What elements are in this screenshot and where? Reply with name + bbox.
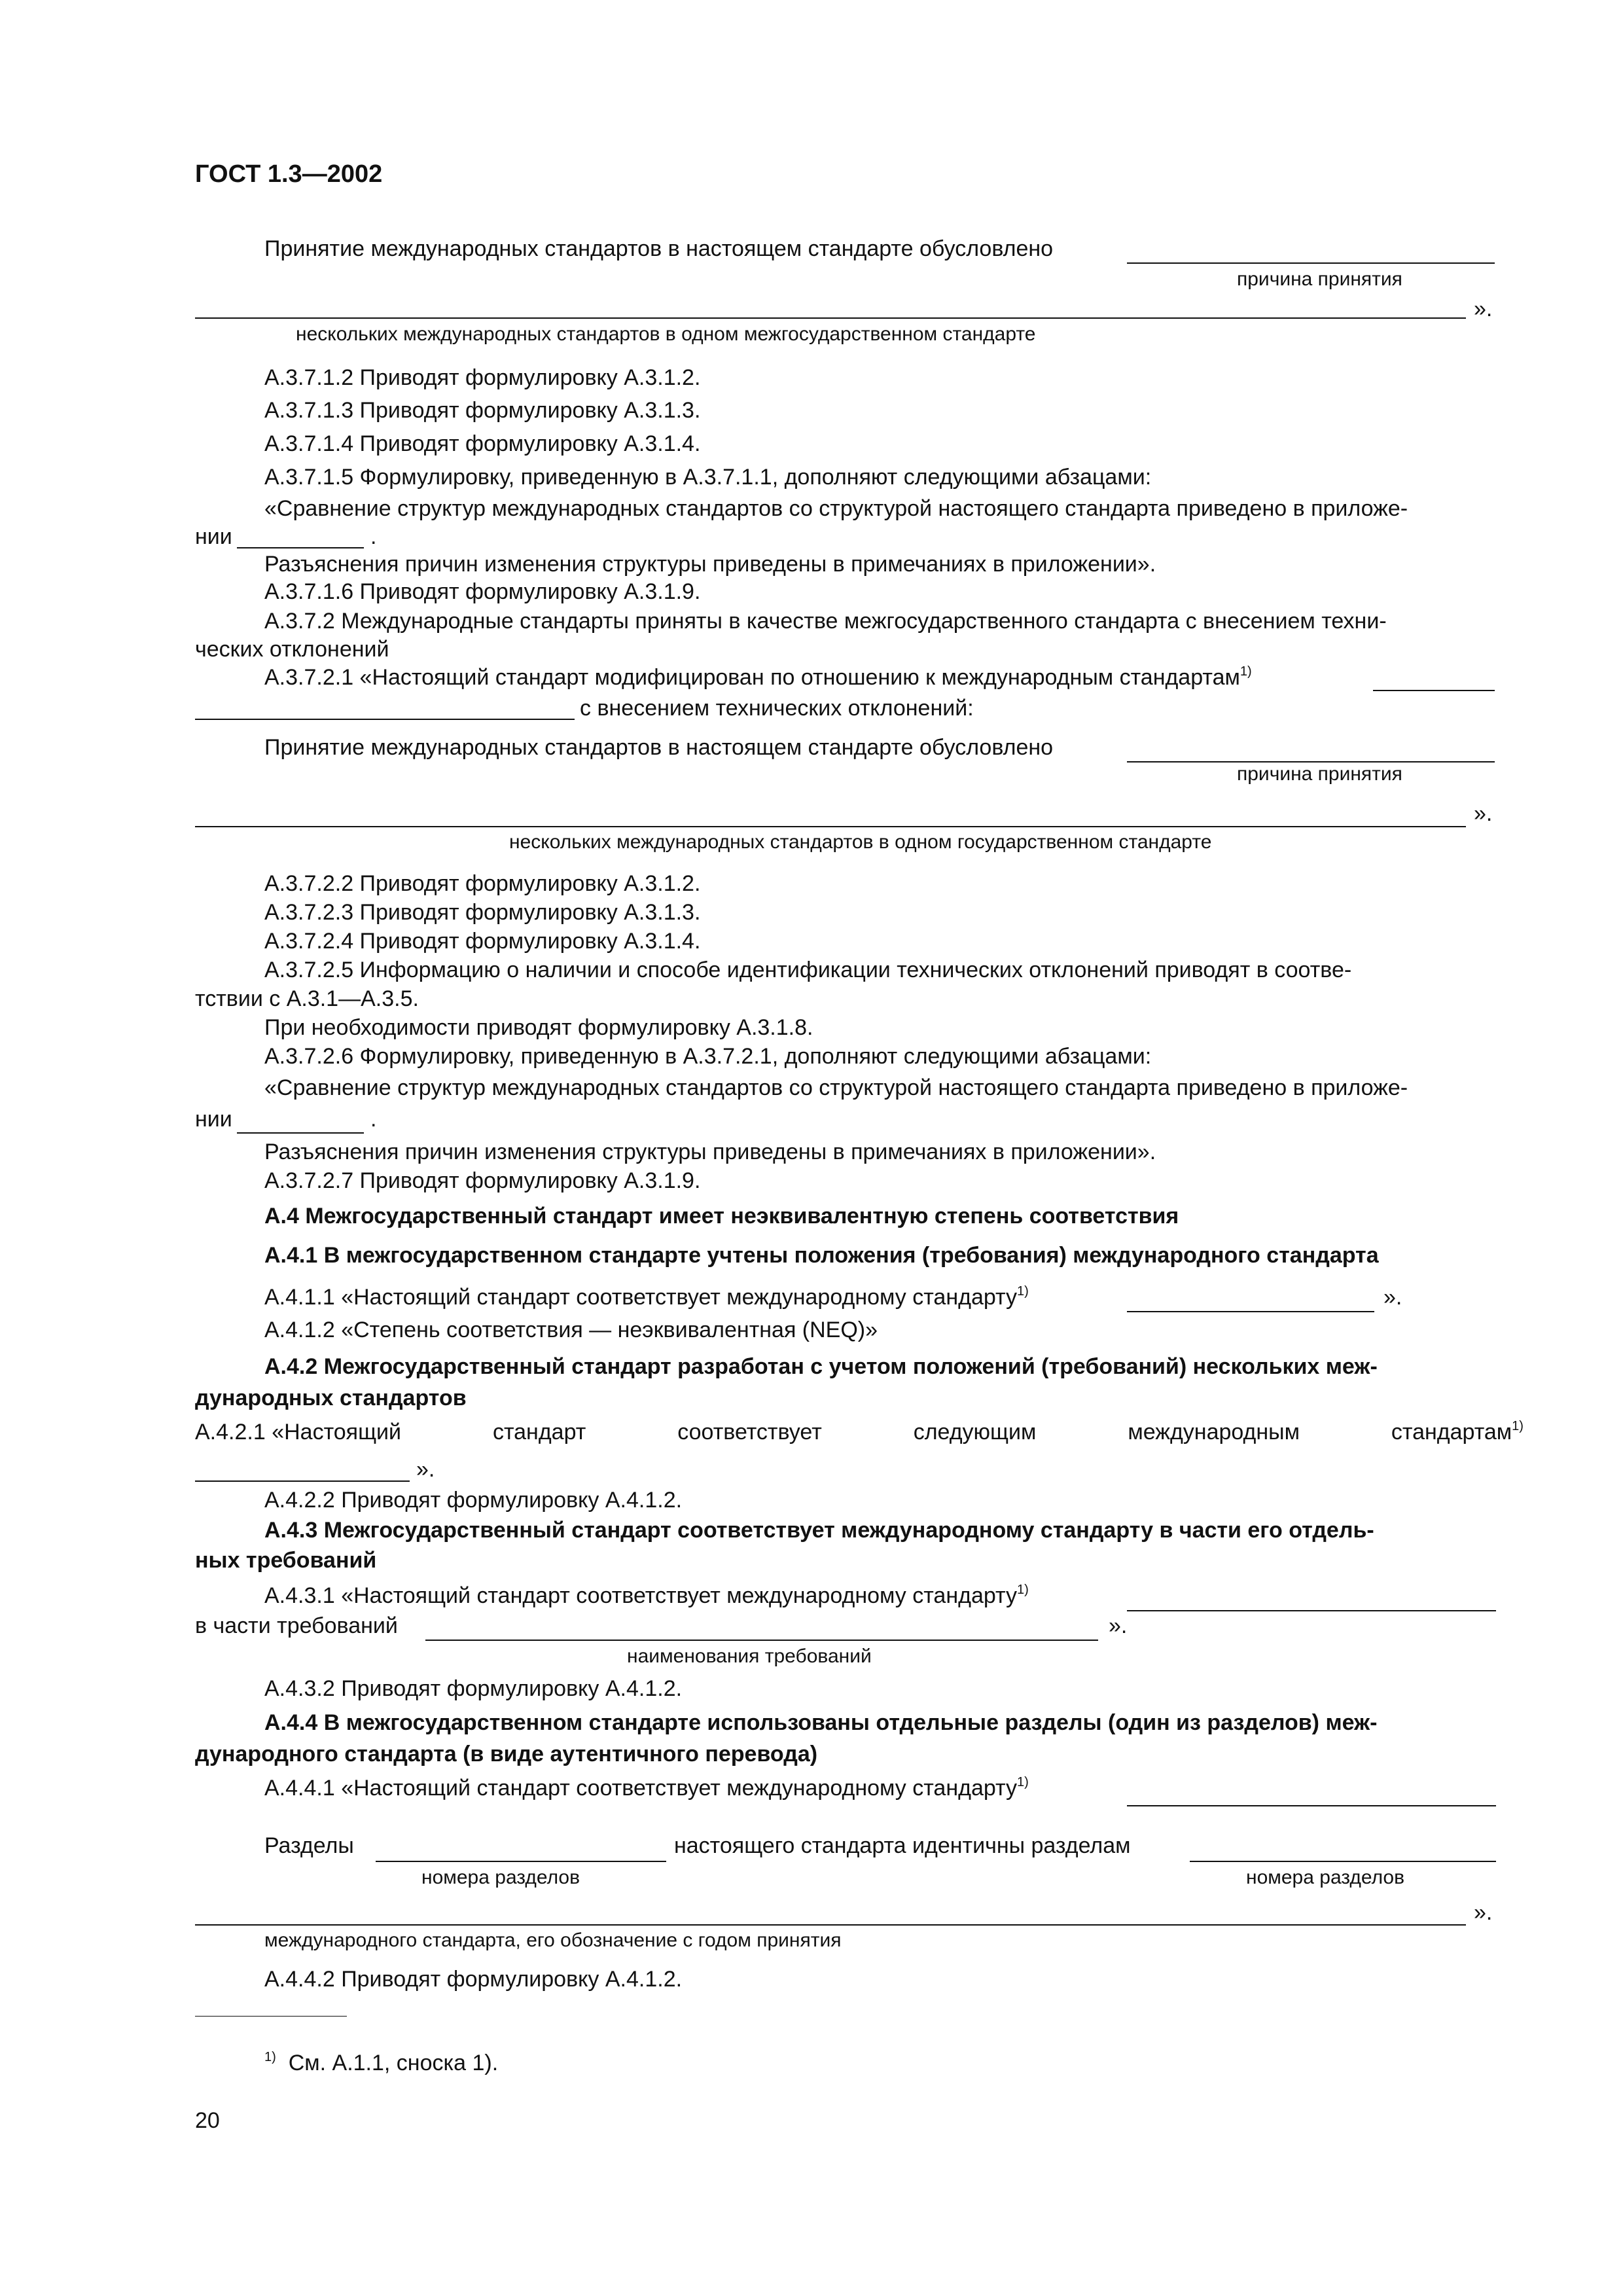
blank-caption: причина принятия [1237,268,1402,290]
clause-a432: А.4.3.2 Приводят формулировку А.4.1.2. [264,1676,683,1701]
clause-a37225-cont: тствии с А.3.1—А.3.5. [195,986,419,1011]
clause-a37224: А.3.7.2.4 Приводят формулировку А.3.1.4. [264,929,701,954]
blank-line [237,547,364,548]
section-a44-cont: дународного стандарта (в виде аутентичного перевода) [195,1742,818,1767]
paragraph-line: При необходимости приводят формулировку А.3.1.8. [264,1015,813,1040]
paragraph-line: в части требований [195,1613,398,1638]
clause-a3720: А.3.7.2 Международные стандарты приняты в качестве межгосударственного стандарта с внесением техни- [264,609,1387,634]
clause-a431 [264,1583,1029,1609]
paragraph-line: настоящего стандарта идентичны разделам [674,1833,1131,1858]
footnote-ref: 1) [1512,1419,1524,1433]
quote-end: ». [1109,1613,1128,1638]
clause-a411 [264,1284,1029,1310]
blank-caption: нескольких международных стандартов в одном межгосударственном стандарте [296,323,1036,345]
quote-line: нии [195,1107,232,1132]
clause-a37112: А.3.7.1.2 Приводят формулировку А.3.1.2. [264,365,701,390]
section-a4: А.4 Межгосударственный стандарт имеет неэквивалентную степень соответствия [264,1204,1179,1229]
clause-a431-text: А.4.3.1 «Настоящий стандарт соответствует международному стандарту [264,1583,1017,1608]
blank-line [1127,1610,1496,1611]
section-a42: А.4.2 Межгосударственный стандарт разработан с учетом положений (требований) нескольких меж- [264,1354,1378,1379]
clause-a37113: А.3.7.1.3 Приводят формулировку А.3.1.3. [264,398,701,423]
blank-line [1373,690,1495,691]
section-a41: А.4.1 В межгосударственном стандарте учтены положения (требования) международного стандарта [264,1243,1379,1268]
word: стандарт [492,1420,586,1444]
blank-line [1127,1805,1496,1806]
clause-a37121 [264,664,1252,691]
section-a43: А.4.3 Межгосударственный стандарт соответствует международному стандарту в части его отдель- [264,1518,1374,1543]
quote-end: ». [1474,296,1493,321]
quote-end: ». [416,1457,435,1482]
clause-a37121-text: А.3.7.2.1 «Настоящий стандарт модифицирован по отношению к международным стандартам [264,665,1240,690]
blank-line [1127,1311,1374,1312]
clause-a3720-cont: ческих отклонений [195,637,389,662]
blank-line [195,719,575,720]
clause-a411-text: А.4.1.1 «Настоящий стандарт соответствует международному стандарту [264,1285,1017,1310]
paragraph-line: с внесением технических отклонений: [580,696,974,721]
quote-line-end: . [370,524,377,549]
blank-line [1190,1861,1496,1862]
word: следующим [913,1420,1037,1444]
footnote-ref: 1) [1016,1284,1029,1299]
clause-a37226: А.3.7.2.6 Формулировку, приведенную в А.3.7.2.1, дополняют следующими абзацами: [264,1044,1152,1069]
quote-line: «Сравнение структур международных стандартов со структурой настоящего стандарта приведено в приложе- [264,1075,1408,1100]
footnote-ref: 1) [1240,664,1252,679]
section-a42-cont: дународных стандартов [195,1386,467,1410]
clause-a37222: А.3.7.2.2 Приводят формулировку А.3.1.2. [264,871,701,896]
blank-line [237,1132,364,1134]
blank-caption: номера разделов [421,1867,580,1888]
quote-line: нии [195,524,232,549]
blank-line [376,1861,666,1862]
paragraph-line: Разъяснения причин изменения структуры приведены в примечаниях в приложении». [264,1139,1156,1164]
quote-end: ». [1474,1900,1493,1925]
blank-caption: наименования требований [627,1645,872,1667]
paragraph-line: Разъяснения причин изменения структуры приведены в примечаниях в приложении». [264,552,1156,577]
quote-end: ». [1474,801,1493,826]
section-a44: А.4.4 В межгосударственном стандарте использованы отдельные разделы (один из разделов) меж- [264,1710,1378,1735]
footnote-ref: 1) [1016,1583,1029,1597]
footnote [264,2050,498,2076]
clause-a37115: А.3.7.1.5 Формулировку, приведенную в А.3.7.1.1, дополняют следующими абзацами: [264,465,1152,490]
quote-line: «Сравнение структур международных стандартов со структурой настоящего стандарта приведено в приложе- [264,496,1408,521]
word: А.4.2.1 «Настоящий [195,1420,402,1444]
clause-a37114: А.3.7.1.4 Приводят формулировку А.3.1.4. [264,431,701,456]
quote-line-end: . [370,1107,377,1132]
clause-a412: А.4.1.2 «Степень соответствия — неэквивалентная (NEQ)» [264,1318,878,1342]
clause-a37223: А.3.7.2.3 Приводят формулировку А.3.1.3. [264,900,701,925]
clause-a442: А.4.4.2 Приводят формулировку А.4.1.2. [264,1967,683,1992]
blank-line [195,1480,410,1482]
paragraph-line: Принятие международных стандартов в настоящем стандарте обусловлено [264,236,1054,261]
blank-caption: номера разделов [1246,1867,1405,1888]
blank-caption: нескольких международных стандартов в одном государственном стандарте [509,831,1212,853]
blank-line [1127,761,1495,762]
clause-a37116: А.3.7.1.6 Приводят формулировку А.3.1.9. [264,579,701,604]
clause-a37227: А.3.7.2.7 Приводят формулировку А.3.1.9. [264,1168,701,1193]
clause-a422: А.4.2.2 Приводят формулировку А.4.1.2. [264,1488,683,1513]
footnote-mark: 1) [264,2050,276,2064]
clause-a441 [264,1775,1029,1801]
paragraph-line: Принятие международных стандартов в настоящем стандарте обусловлено [264,735,1054,760]
blank-caption: международного стандарта, его обозначение с годом принятия [264,1929,842,1951]
word: соответствует [677,1420,822,1444]
footnote-text: См. А.1.1, сноска 1). [288,2051,499,2075]
footnote-ref: 1) [1016,1775,1029,1789]
clause-a37225: А.3.7.2.5 Информацию о наличии и способе идентификации технических отклонений приводят в соотве- [264,958,1352,982]
blank-line [195,826,1466,827]
blank-line [195,317,1466,319]
blank-line [1127,262,1495,264]
word: международным [1128,1420,1300,1444]
clause-a441-text: А.4.4.1 «Настоящий стандарт соответствует международному стандарту [264,1776,1017,1801]
blank-caption: причина принятия [1237,763,1402,785]
paragraph-line: Разделы [264,1833,354,1858]
clause-a421 [195,1419,1524,1445]
blank-line [425,1640,1098,1641]
word-with-ref [1391,1419,1524,1445]
quote-end: ». [1383,1285,1402,1310]
word: стандартам [1391,1420,1512,1444]
blank-line [195,1924,1466,1926]
section-a43-cont: ных требований [195,1548,377,1573]
footnote-separator [195,2016,347,2017]
document-header: ГОСТ 1.3—2002 [195,160,383,188]
page-number: 20 [195,2108,220,2133]
